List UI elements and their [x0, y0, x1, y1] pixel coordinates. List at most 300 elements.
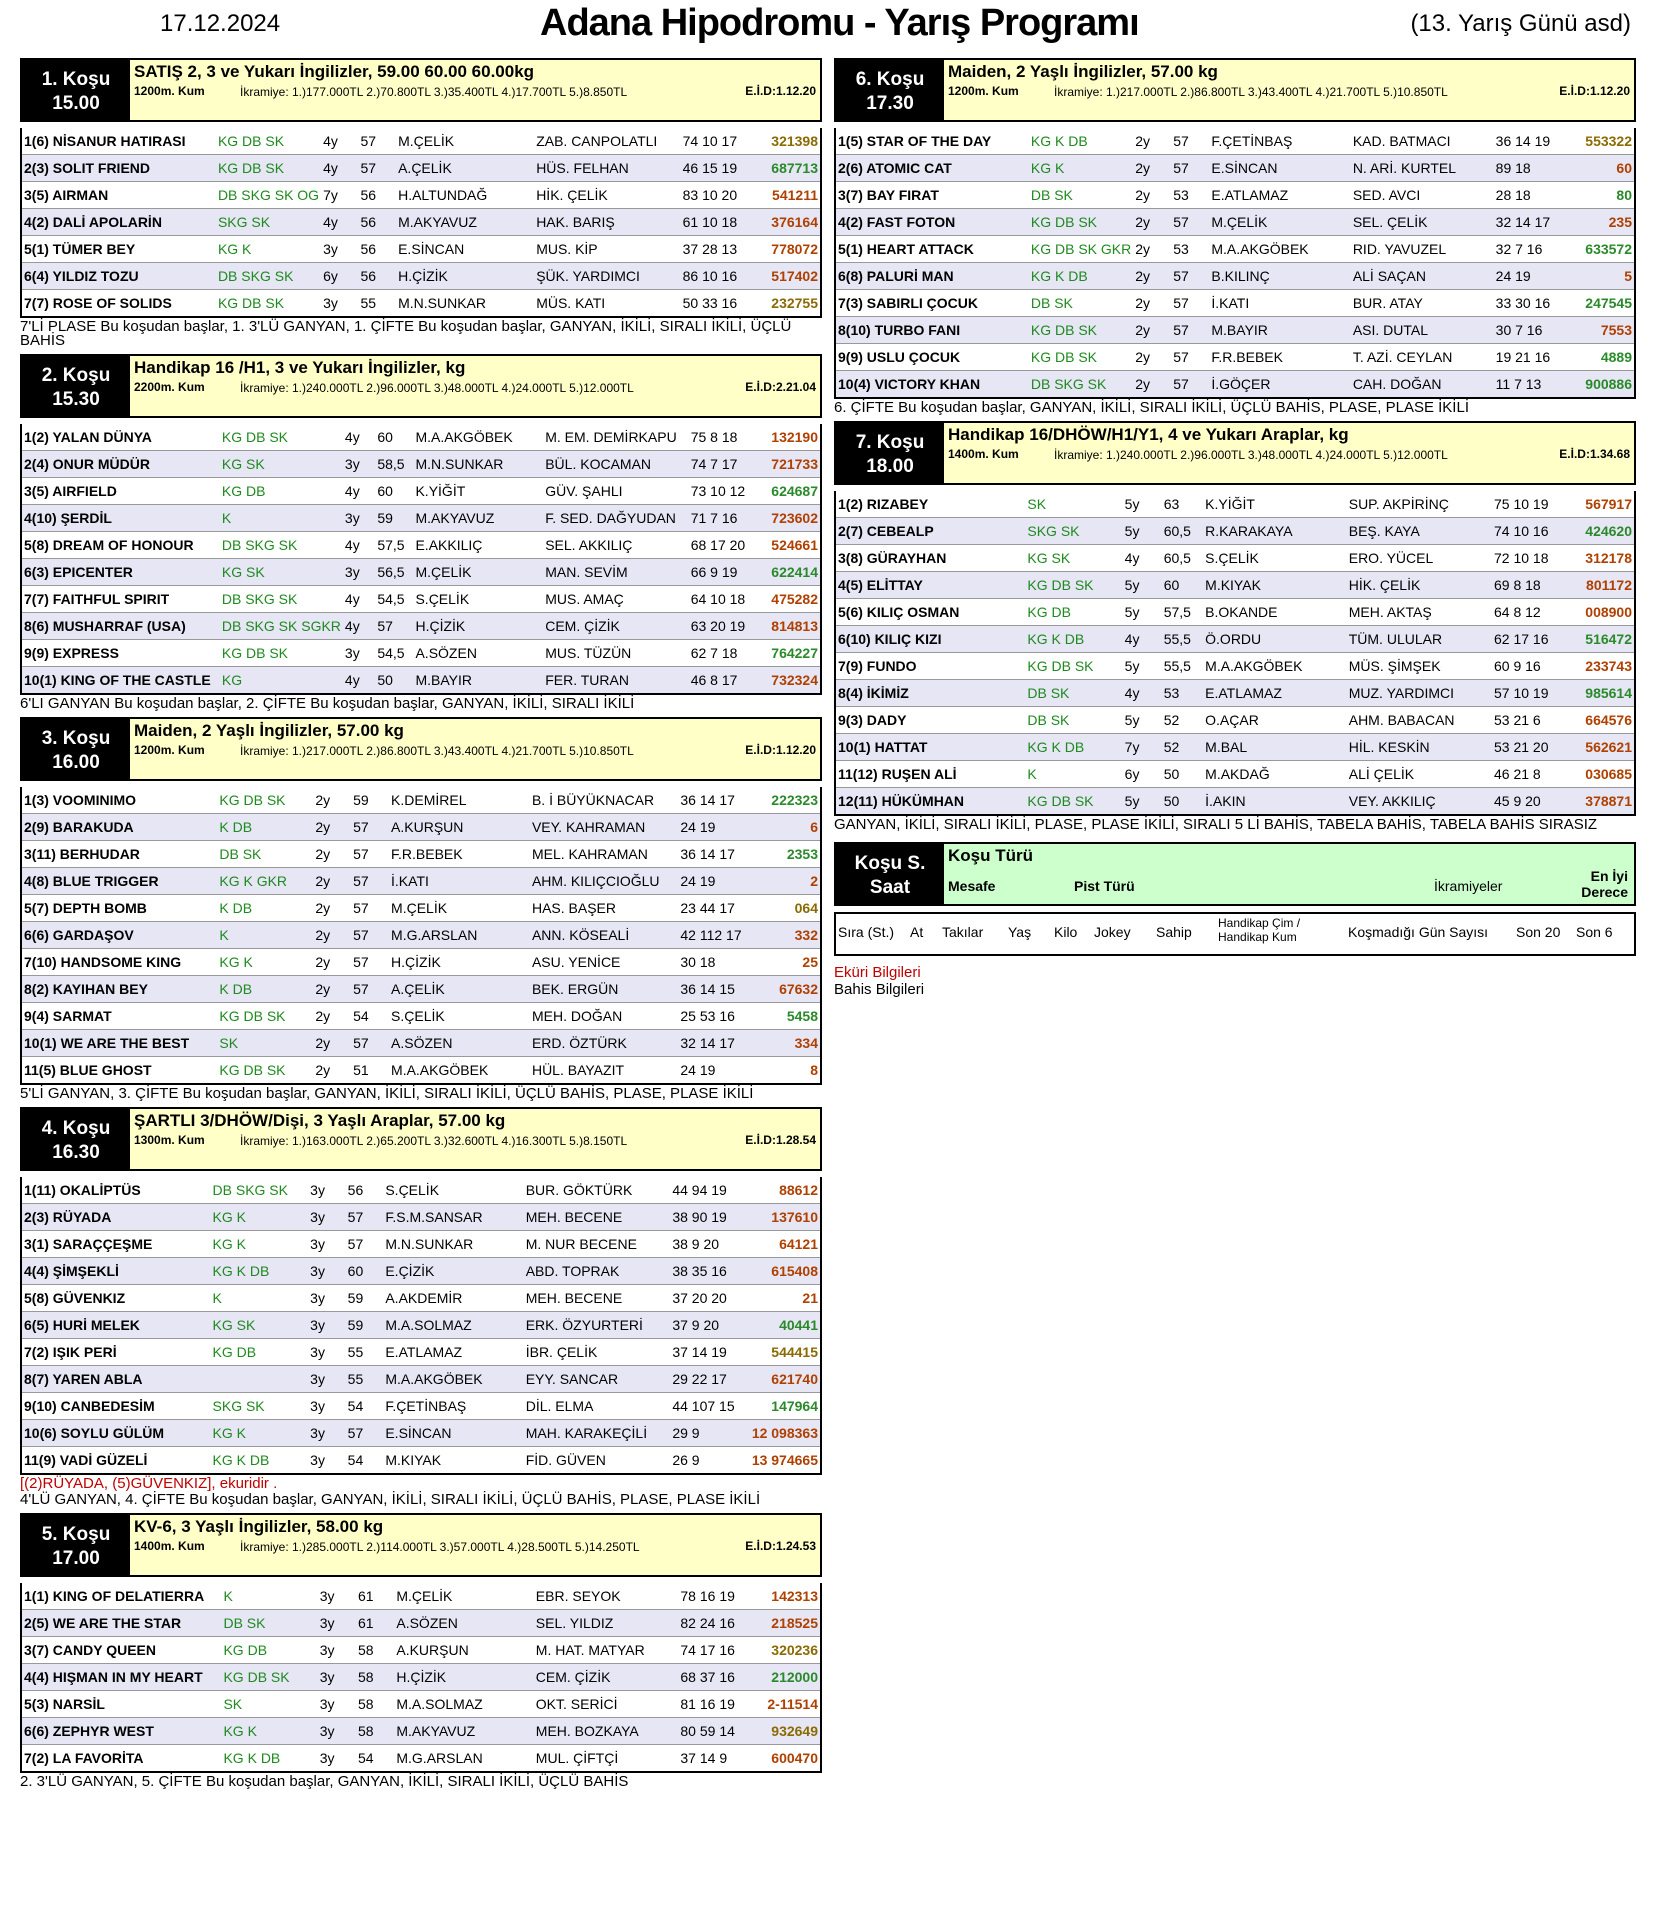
table-row[interactable]: [21, 155, 821, 182]
table-row[interactable]: [835, 491, 1635, 518]
age: 2y: [1133, 128, 1171, 155]
age: 3y: [308, 1231, 345, 1258]
horse-name[interactable]: 6(6) GARDAŞOV: [21, 922, 217, 949]
jockey: M.A.AKGÖBEK: [413, 424, 543, 451]
horse-name[interactable]: 6(5) HURİ MELEK: [21, 1312, 211, 1339]
equipment: DB SK: [1029, 290, 1133, 317]
horse-name[interactable]: 2(3) SOLIT FRIEND: [21, 155, 216, 182]
table-row[interactable]: [21, 1637, 821, 1664]
jockey: H.ÇİZİK: [396, 263, 534, 290]
weight: 51: [351, 1057, 389, 1085]
horse-name[interactable]: 5(8) DREAM OF HONOUR: [21, 532, 220, 559]
table-row[interactable]: [21, 1393, 821, 1420]
table-row[interactable]: [835, 545, 1635, 572]
horse-name[interactable]: 4(10) ŞERDİL: [21, 505, 220, 532]
jockey: M.AKYAVUZ: [413, 505, 543, 532]
table-row[interactable]: [21, 209, 821, 236]
equipment: KG K: [221, 1718, 317, 1745]
stats: 36 14 19: [1494, 128, 1572, 155]
table-row[interactable]: [21, 532, 821, 559]
last-six: 664576: [1571, 707, 1635, 734]
owner: FİD. GÜVEN: [524, 1447, 671, 1475]
equipment: DB SKG SK SGKR: [220, 613, 343, 640]
race-prizes: İkramiye: 1.)217.000TL 2.)86.800TL 3.)43.400TL 4.)21.700TL 5.)10.850TL: [1054, 85, 1448, 99]
equipment: KG K: [211, 1204, 309, 1231]
table-row[interactable]: [21, 613, 821, 640]
horse-name[interactable]: 1(3) VOOMINIMO: [21, 787, 217, 814]
equipment: DB SK: [221, 1610, 317, 1637]
horse-name[interactable]: 10(1) KING OF THE CASTLE: [21, 667, 220, 695]
horse-name[interactable]: 3(8) GÜRAYHAN: [835, 545, 1025, 572]
horse-name[interactable]: 2(5) WE ARE THE STAR: [21, 1610, 221, 1637]
owner: SED. AVCI: [1351, 182, 1494, 209]
last-six: 621740: [750, 1366, 821, 1393]
equipment: KG DB SK: [221, 1664, 317, 1691]
weight: 57: [375, 613, 413, 640]
last-six: 5458: [758, 1003, 821, 1030]
horse-name[interactable]: 3(7) BAY FIRAT: [835, 182, 1029, 209]
age: 4y: [321, 155, 358, 182]
last-six: 137610: [750, 1204, 821, 1231]
horse-name[interactable]: 10(4) VICTORY KHAN: [835, 371, 1029, 399]
table-row[interactable]: [21, 236, 821, 263]
horse-name[interactable]: 9(9) EXPRESS: [21, 640, 220, 667]
table-row[interactable]: [21, 814, 821, 841]
owner: AHM. KILIÇCIOĞLU: [530, 868, 678, 895]
owner: F. SED. DAĞYUDAN: [543, 505, 688, 532]
owner: EBR. SEYOK: [534, 1583, 679, 1610]
age: 4y: [1123, 545, 1162, 572]
horse-name[interactable]: 4(2) FAST FOTON: [835, 209, 1029, 236]
stats: 26 9: [670, 1447, 749, 1475]
stats: 37 14 9: [678, 1745, 756, 1773]
race-section: [20, 1107, 822, 1507]
horse-name[interactable]: 1(6) NİSANUR HATIRASI: [21, 128, 216, 155]
horse-name[interactable]: 6(6) ZEPHYR WEST: [21, 1718, 221, 1745]
weight: 50: [1162, 761, 1203, 788]
last-six: 900886: [1572, 371, 1635, 399]
race-section: [20, 717, 822, 1101]
horse-name[interactable]: 8(2) KAYIHAN BEY: [21, 976, 217, 1003]
horse-name[interactable]: 10(6) SOYLU GÜLÜM: [21, 1420, 211, 1447]
stats: 24 19: [1494, 263, 1572, 290]
table-row[interactable]: [21, 1258, 821, 1285]
jockey: M.AKYAVUZ: [394, 1718, 533, 1745]
age: 3y: [308, 1204, 345, 1231]
jockey: İ.KATI: [1209, 290, 1350, 317]
table-row[interactable]: [21, 1447, 821, 1475]
last-six: 622414: [761, 559, 821, 586]
table-row[interactable]: [21, 1312, 821, 1339]
table-row[interactable]: [835, 680, 1635, 707]
horse-name[interactable]: 4(4) ŞİMŞEKLİ: [21, 1258, 211, 1285]
table-row[interactable]: [835, 155, 1635, 182]
table-row[interactable]: [835, 182, 1635, 209]
race-number: 2. Koşu: [41, 365, 111, 386]
stats: 24 19: [678, 814, 757, 841]
table-row[interactable]: [835, 653, 1635, 680]
last-six: 40441: [750, 1312, 821, 1339]
owner: CEM. ÇİZİK: [543, 613, 688, 640]
horse-name[interactable]: 6(8) PALURİ MAN: [835, 263, 1029, 290]
stats: 37 9 20: [670, 1312, 749, 1339]
equipment: KG DB: [211, 1339, 309, 1366]
table-row[interactable]: [835, 317, 1635, 344]
equipment: SK: [1025, 491, 1122, 518]
last-six: 378871: [1571, 788, 1635, 816]
race-badge: [836, 423, 944, 483]
age: 2y: [313, 895, 351, 922]
horse-name[interactable]: 5(1) HEART ATTACK: [835, 236, 1029, 263]
horse-name[interactable]: 3(5) AIRMAN: [21, 182, 216, 209]
table-row[interactable]: [21, 1231, 821, 1258]
jockey: M.ÇELİK: [389, 895, 530, 922]
table-row[interactable]: [835, 788, 1635, 816]
horse-name[interactable]: 5(8) GÜVENKIZ: [21, 1285, 211, 1312]
table-row[interactable]: [21, 1030, 821, 1057]
legend-col-age: Yaş: [1008, 924, 1032, 940]
horse-name[interactable]: 6(3) EPICENTER: [21, 559, 220, 586]
weight: 57: [358, 155, 396, 182]
jockey: M.N.SUNKAR: [383, 1231, 523, 1258]
table-row[interactable]: [21, 586, 821, 613]
race-best-time: E.İ.D:2.21.04: [745, 380, 816, 394]
age: 6y: [1123, 761, 1162, 788]
age: 3y: [308, 1177, 345, 1204]
jockey: F.R.BEBEK: [389, 841, 530, 868]
legend-badge-line1: Koşu S.: [854, 853, 926, 874]
table-row[interactable]: [21, 1610, 821, 1637]
horse-name[interactable]: 3(5) AIRFIELD: [21, 478, 220, 505]
table-row[interactable]: [835, 626, 1635, 653]
jockey: H.ÇİZİK: [389, 949, 530, 976]
stats: 57 10 19: [1492, 680, 1571, 707]
horse-name[interactable]: 5(7) DEPTH BOMB: [21, 895, 217, 922]
horse-name[interactable]: 8(6) MUSHARRAF (USA): [21, 613, 220, 640]
age: 7y: [321, 182, 358, 209]
age: 4y: [343, 667, 375, 695]
horse-name[interactable]: 3(1) SARAÇÇEŞME: [21, 1231, 211, 1258]
weight: 57: [346, 1420, 384, 1447]
stats: 73 10 12: [689, 478, 761, 505]
last-six: 233743: [1571, 653, 1635, 680]
table-row[interactable]: [21, 667, 821, 695]
horse-name[interactable]: 8(10) TURBO FANI: [835, 317, 1029, 344]
jockey: M.A.SOLMAZ: [383, 1312, 523, 1339]
equipment: [211, 1366, 309, 1393]
table-row[interactable]: [21, 290, 821, 318]
horse-name[interactable]: 1(1) KING OF DELATIERRA: [21, 1583, 221, 1610]
last-six: 064: [758, 895, 821, 922]
jockey: S.ÇELİK: [389, 1003, 530, 1030]
table-row[interactable]: [21, 841, 821, 868]
horse-name[interactable]: 9(10) CANBEDESİM: [21, 1393, 211, 1420]
equipment: KG DB SK: [1025, 572, 1122, 599]
stats: 25 53 16: [678, 1003, 757, 1030]
equipment: KG DB: [220, 478, 343, 505]
horse-name[interactable]: 1(5) STAR OF THE DAY: [835, 128, 1029, 155]
owner: M. HAT. MATYAR: [534, 1637, 679, 1664]
horse-name[interactable]: 4(5) ELİTTAY: [835, 572, 1025, 599]
table-row[interactable]: [21, 1003, 821, 1030]
horse-name[interactable]: 11(9) VADİ GÜZELİ: [21, 1447, 211, 1475]
race-number: 6. Koşu: [855, 69, 925, 90]
weight: 58: [356, 1691, 394, 1718]
race-title: SATIŞ 2, 3 ve Yukarı İngilizler, 59.00 60.00 60.00kg: [134, 62, 535, 81]
age: 5y: [1123, 788, 1162, 816]
race-prizes: İkramiye: 1.)163.000TL 2.)65.200TL 3.)32.600TL 4.)16.300TL 5.)8.150TL: [240, 1134, 628, 1148]
race-distance: 1400m. Kum: [948, 447, 1019, 461]
weight: 55: [346, 1366, 384, 1393]
weight: 55: [346, 1339, 384, 1366]
table-row[interactable]: [21, 263, 821, 290]
race-badge: [22, 356, 130, 416]
age: 7y: [1123, 734, 1162, 761]
owner: ZAB. CANPOLATLI: [534, 128, 680, 155]
table-row[interactable]: [21, 424, 821, 451]
table-row[interactable]: [21, 478, 821, 505]
horse-name[interactable]: 1(2) RIZABEY: [835, 491, 1025, 518]
horse-name[interactable]: 2(6) ATOMIC CAT: [835, 155, 1029, 182]
jockey: A.KURŞUN: [389, 814, 530, 841]
table-row[interactable]: [835, 344, 1635, 371]
table-row[interactable]: [21, 922, 821, 949]
table-row[interactable]: [21, 559, 821, 586]
equipment: DB SK: [1025, 680, 1122, 707]
table-row[interactable]: [835, 734, 1635, 761]
table-row[interactable]: [21, 640, 821, 667]
age: 4y: [343, 586, 375, 613]
jockey: M.G.ARSLAN: [389, 922, 530, 949]
horse-name[interactable]: 2(3) RÜYADA: [21, 1204, 211, 1231]
owner: BUR. GÖKTÜRK: [524, 1177, 671, 1204]
horse-name[interactable]: 10(1) HATTAT: [835, 734, 1025, 761]
horse-name[interactable]: 11(12) RUŞEN ALİ: [835, 761, 1025, 788]
horse-name[interactable]: 2(4) ONUR MÜDÜR: [21, 451, 220, 478]
table-row[interactable]: [21, 1285, 821, 1312]
stats: 36 14 17: [678, 841, 757, 868]
horse-name[interactable]: 1(11) OKALİPTÜS: [21, 1177, 211, 1204]
weight: 56,5: [375, 559, 413, 586]
owner: HÜS. FELHAN: [534, 155, 680, 182]
horse-name[interactable]: 2(7) CEBEALP: [835, 518, 1025, 545]
owner: ASI. DUTAL: [1351, 317, 1494, 344]
age: 3y: [318, 1664, 356, 1691]
equipment: KG SK: [211, 1312, 309, 1339]
table-row[interactable]: [21, 1745, 821, 1773]
owner: HAS. BAŞER: [530, 895, 678, 922]
table-row[interactable]: [835, 761, 1635, 788]
table-row[interactable]: [21, 787, 821, 814]
bet-note: 7'Lİ PLASE Bu koşudan başlar, 1. 3'LÜ GANYAN, 1. ÇİFTE Bu koşudan başlar, GANYAN, İKİLİ, SIRALI İKİLİ, ÜÇLÜ BAHİS: [20, 318, 792, 349]
stats: 89 18: [1494, 155, 1572, 182]
table-row[interactable]: [21, 1177, 821, 1204]
table-row[interactable]: [21, 895, 821, 922]
table-row[interactable]: [835, 128, 1635, 155]
stats: 44 107 15: [670, 1393, 749, 1420]
stats: 63 20 19: [689, 613, 761, 640]
weight: 60: [1162, 572, 1203, 599]
last-six: 212000: [757, 1664, 821, 1691]
horse-name[interactable]: 7(2) IŞIK PERİ: [21, 1339, 211, 1366]
horse-name[interactable]: 5(3) NARSİL: [21, 1691, 221, 1718]
age: 5y: [1123, 707, 1162, 734]
table-row[interactable]: [21, 868, 821, 895]
horse-name[interactable]: 6(4) YILDIZ TOZU: [21, 263, 216, 290]
horse-name[interactable]: 2(9) BARAKUDA: [21, 814, 217, 841]
equipment: KG K DB: [221, 1745, 317, 1773]
weight: 53: [1171, 182, 1209, 209]
equipment: KG K: [216, 236, 321, 263]
last-six: 562621: [1571, 734, 1635, 761]
stats: 36 14 15: [678, 976, 757, 1003]
table-row[interactable]: [21, 949, 821, 976]
weight: 52: [1162, 707, 1203, 734]
jockey: M.KIYAK: [1203, 572, 1347, 599]
table-row[interactable]: [21, 1420, 821, 1447]
table-row[interactable]: [21, 1691, 821, 1718]
owner: ERK. ÖZYURTERİ: [524, 1312, 671, 1339]
stats: 62 17 16: [1492, 626, 1571, 653]
horse-name[interactable]: 8(4) İKİMİZ: [835, 680, 1025, 707]
jockey: K.YİĞİT: [413, 478, 543, 505]
age: 3y: [308, 1366, 345, 1393]
horse-name[interactable]: 9(3) DADY: [835, 707, 1025, 734]
race-prizes: İkramiye: 1.)240.000TL 2.)96.000TL 3.)48.000TL 4.)24.000TL 5.)12.000TL: [240, 381, 634, 395]
owner: MEH. BOZKAYA: [534, 1718, 679, 1745]
equipment: K: [1025, 761, 1122, 788]
owner: ERO. YÜCEL: [1347, 545, 1492, 572]
race-info: [130, 719, 820, 779]
horse-name[interactable]: 11(5) BLUE GHOST: [21, 1057, 217, 1085]
horse-name[interactable]: 7(7) ROSE OF SOLIDS: [21, 290, 216, 318]
table-row[interactable]: [21, 1583, 821, 1610]
race-info: [130, 1515, 820, 1575]
last-six: 8: [758, 1057, 821, 1085]
last-six: 312178: [1571, 545, 1635, 572]
race-distance: 1200m. Kum: [948, 84, 1019, 98]
race-title: Handikap 16/DHÖW/H1/Y1, 4 ve Yukarı Araplar, kg: [948, 425, 1349, 444]
weight: 58: [356, 1637, 394, 1664]
owner: CAH. DOĞAN: [1351, 371, 1494, 399]
jockey: A.SÖZEN: [413, 640, 543, 667]
owner: ABD. TOPRAK: [524, 1258, 671, 1285]
legend-col-hcp: Handikap Çim / Handikap Kum: [1218, 916, 1301, 944]
horse-name[interactable]: 1(2) YALAN DÜNYA: [21, 424, 220, 451]
race-best-time: E.İ.D:1.12.20: [745, 743, 816, 757]
jockey: H.ALTUNDAĞ: [396, 182, 534, 209]
table-row[interactable]: [21, 182, 821, 209]
last-six: 147964: [750, 1393, 821, 1420]
race-header: [20, 58, 822, 122]
age: 5y: [1123, 518, 1162, 545]
horse-name[interactable]: 4(8) BLUE TRIGGER: [21, 868, 217, 895]
table-row[interactable]: [835, 236, 1635, 263]
weight: 58: [356, 1664, 394, 1691]
weight: 54: [346, 1447, 384, 1475]
horse-name[interactable]: 10(1) WE ARE THE BEST: [21, 1030, 217, 1057]
jockey: A.SÖZEN: [394, 1610, 533, 1637]
table-row[interactable]: [21, 451, 821, 478]
age: 2y: [1133, 290, 1171, 317]
horse-name[interactable]: 7(10) HANDSOME KING: [21, 949, 217, 976]
last-six: 553322: [1572, 128, 1635, 155]
last-six: 778072: [758, 236, 821, 263]
table-row[interactable]: [21, 976, 821, 1003]
horse-name[interactable]: 8(7) YAREN ABLA: [21, 1366, 211, 1393]
horse-name[interactable]: 5(6) KILIÇ OSMAN: [835, 599, 1025, 626]
horse-name[interactable]: 7(9) FUNDO: [835, 653, 1025, 680]
weight: 50: [375, 667, 413, 695]
owner: MEL. KAHRAMAN: [530, 841, 678, 868]
race-time: 17.30: [866, 93, 914, 114]
stats: 61 10 18: [681, 209, 758, 236]
program-date: 17.12.2024: [160, 10, 281, 37]
legend-badge-line2: Saat: [869, 877, 911, 898]
race-distance: 1200m. Kum: [134, 84, 205, 98]
table-row[interactable]: [835, 290, 1635, 317]
race-title: Maiden, 2 Yaşlı İngilizler, 57.00 kg: [948, 62, 1218, 81]
horse-name[interactable]: 7(7) FAITHFUL SPIRIT: [21, 586, 220, 613]
table-row[interactable]: [835, 518, 1635, 545]
horse-name[interactable]: 6(10) KILIÇ KIZI: [835, 626, 1025, 653]
horse-name[interactable]: 4(2) DALİ APOLARİN: [21, 209, 216, 236]
table-row[interactable]: [21, 505, 821, 532]
stats: 29 9: [670, 1420, 749, 1447]
horse-name[interactable]: 3(7) CANDY QUEEN: [21, 1637, 221, 1664]
runners-table: [20, 787, 822, 1085]
age: 2y: [313, 1030, 351, 1057]
horse-name[interactable]: 4(4) HIŞMAN IN MY HEART: [21, 1664, 221, 1691]
legend-col-equip: Takılar: [942, 924, 984, 940]
age: 2y: [313, 922, 351, 949]
table-row[interactable]: [21, 1664, 821, 1691]
horse-name[interactable]: 12(11) HÜKÜMHAN: [835, 788, 1025, 816]
horse-name[interactable]: 5(1) TÜMER BEY: [21, 236, 216, 263]
horse-name[interactable]: 9(9) USLU ÇOCUK: [835, 344, 1029, 371]
stats: 38 90 19: [670, 1204, 749, 1231]
weight: 54,5: [375, 586, 413, 613]
horse-name[interactable]: 7(2) LA FAVORİTA: [21, 1745, 221, 1773]
owner: GÜV. ŞAHLI: [543, 478, 688, 505]
jockey: F.ÇETİNBAŞ: [383, 1393, 523, 1420]
table-row[interactable]: [21, 1339, 821, 1366]
table-row[interactable]: [835, 209, 1635, 236]
table-row[interactable]: [21, 1204, 821, 1231]
table-row[interactable]: [21, 128, 821, 155]
table-row[interactable]: [21, 1057, 821, 1085]
table-row[interactable]: [835, 263, 1635, 290]
legend-col-days: Koşmadığı Gün Sayısı: [1348, 924, 1489, 940]
horse-name[interactable]: 3(11) BERHUDAR: [21, 841, 217, 868]
race-distance: 1400m. Kum: [134, 1539, 205, 1553]
equipment: KG DB SK: [216, 155, 321, 182]
table-row[interactable]: [835, 707, 1635, 734]
table-row[interactable]: [835, 572, 1635, 599]
table-row[interactable]: [835, 371, 1635, 399]
last-six: 008900: [1571, 599, 1635, 626]
table-row[interactable]: [21, 1366, 821, 1393]
horse-name[interactable]: 9(4) SARMAT: [21, 1003, 217, 1030]
equipment: KG SK: [1025, 545, 1122, 572]
equipment: K DB: [217, 814, 313, 841]
table-row[interactable]: [21, 1718, 821, 1745]
horse-name[interactable]: 7(3) SABIRLI ÇOCUK: [835, 290, 1029, 317]
table-row[interactable]: [835, 599, 1635, 626]
jockey: M.A.AKGÖBEK: [1203, 653, 1347, 680]
last-six: 524661: [761, 532, 821, 559]
owner: MEH. DOĞAN: [530, 1003, 678, 1030]
